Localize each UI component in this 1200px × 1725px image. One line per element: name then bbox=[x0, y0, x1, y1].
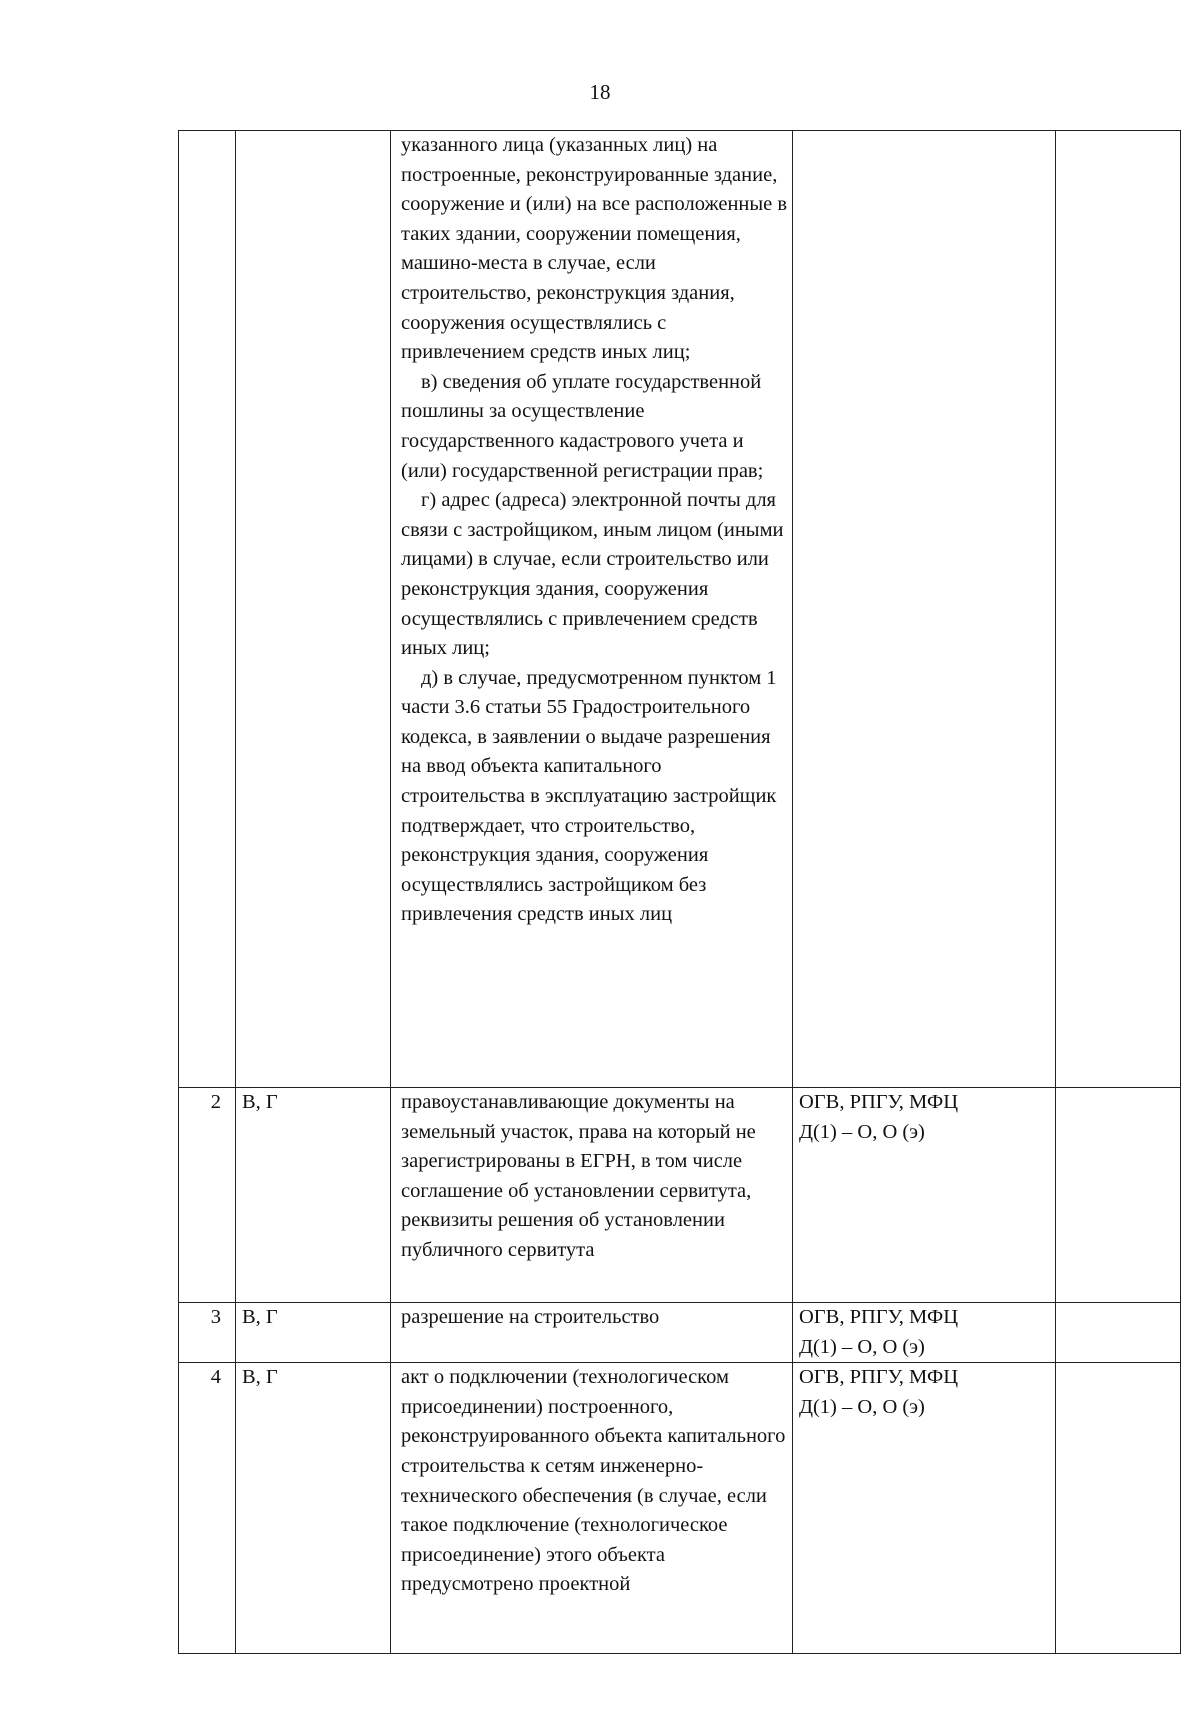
document-description-cell: разрешение на строительство bbox=[391, 1303, 793, 1363]
description-paragraph-g: г) адрес (адреса) электронной почты для связи с застройщиком, иным лицом (иными лицами) в случае, если строительство или реконструкция здания, сооружения осуществлялись с привлечением средств иных лиц; bbox=[401, 489, 784, 660]
row-number-cell: 3 bbox=[179, 1303, 236, 1363]
note-cell bbox=[1056, 1303, 1181, 1363]
note-cell bbox=[1056, 131, 1181, 1088]
table-row bbox=[179, 1363, 1181, 1654]
source-cell bbox=[793, 1303, 1056, 1363]
document-description-cell bbox=[391, 131, 793, 1088]
note-cell bbox=[1056, 1088, 1181, 1303]
table-row bbox=[179, 1088, 1181, 1303]
source-cell bbox=[793, 1363, 1056, 1654]
source-line: ОГВ, РПГУ, МФЦ bbox=[799, 1366, 959, 1389]
source-line: ОГВ, РПГУ, МФЦ bbox=[799, 1306, 959, 1328]
table-row bbox=[179, 1303, 1181, 1363]
source-line: Д(1) – О, О (э) bbox=[799, 1395, 925, 1418]
description-paragraph-v: в) сведения об уплате государственной пошлины за осуществление государственного кадастрового учета и (или) государственной регистрации прав; bbox=[401, 370, 764, 482]
document-description-cell: акт о подключении (технологическом присоединении) построенного, реконструированного объекта капитального строительства к сетям инженерно-технического обеспечения (в случае, если такое подключение (технологическое присоединение) этого объекта предусмотрено проектной bbox=[391, 1363, 793, 1654]
documents-table bbox=[178, 130, 1181, 1654]
description-paragraph: указанного лица (указанных лиц) на построенные, реконструированные здание, сооружение и (или) на все расположенные в таких здании, сооружении помещения, машино-места в случае, если строительство, реконструкция здания, сооружения осуществлялись с привлечением средств иных лиц; bbox=[401, 134, 788, 364]
row-type-cell: В, Г bbox=[236, 1363, 391, 1654]
row-type-cell: В, Г bbox=[236, 1303, 391, 1363]
row-type-cell bbox=[236, 131, 391, 1088]
table-row-continuation bbox=[179, 131, 1181, 1088]
row-type-cell: В, Г bbox=[236, 1088, 391, 1303]
source-line: Д(1) – О, О (э) bbox=[799, 1120, 925, 1143]
note-cell bbox=[1056, 1363, 1181, 1654]
source-line: ОГВ, РПГУ, МФЦ bbox=[799, 1091, 959, 1113]
row-number-cell: 4 bbox=[179, 1363, 236, 1654]
document-description-cell: правоустанавливающие документы на земельный участок, права на который не зарегистрированы в ЕГРН, в том числе соглашение об установлении сервитута, реквизиты решения об установлении публичного сервитута bbox=[391, 1088, 793, 1303]
row-number-cell: 2 bbox=[179, 1088, 236, 1303]
source-cell bbox=[793, 1088, 1056, 1303]
source-line: Д(1) – О, О (э) bbox=[799, 1335, 925, 1358]
row-number-cell bbox=[179, 131, 236, 1088]
page-number: 18 bbox=[589, 80, 611, 104]
description-paragraph-d: д) в случае, предусмотренном пунктом 1 части 3.6 статьи 55 Градостроительного кодекса, в заявлении о выдаче разрешения на ввод объекта капитального строительства в эксплуатацию застройщик подтверждает, что строительство, реконструкция здания, сооружения осуществлялись застройщиком без привлечения средств иных лиц bbox=[401, 666, 777, 926]
source-cell bbox=[793, 131, 1056, 1088]
